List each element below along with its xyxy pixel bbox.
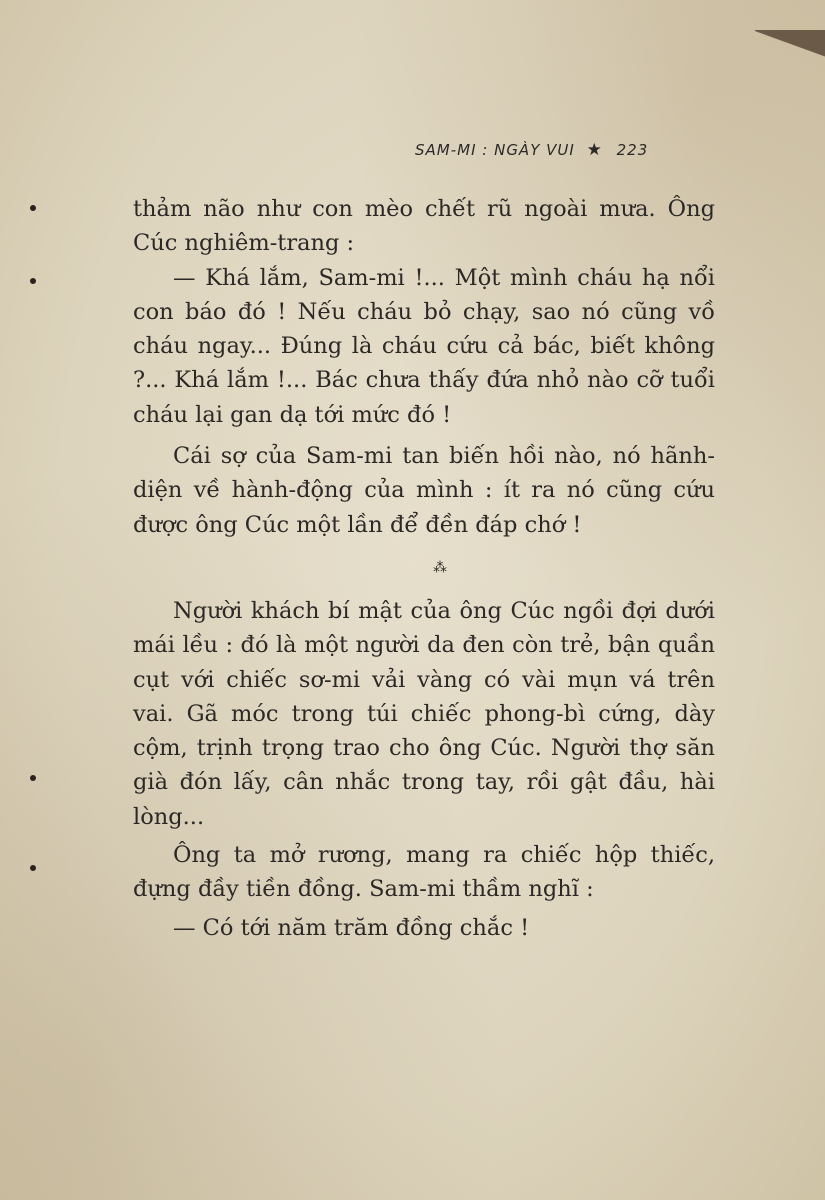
paragraph: Ông ta mở rương, mang ra chiếc hộp thiếc, đựng đầy tiền đồng. Sam-mi thầm nghĩ : — [133, 842, 715, 903]
running-header — [415, 140, 715, 160]
paragraph: Cái sợ của Sam-mi tan biến hồi nào, nó hãnh-diện về hành-động của mình : ít ra nó cũng cứu được ông Cúc một lần để đền đáp chớ ! — [133, 443, 715, 538]
binding-hole — [30, 775, 36, 781]
paragraph: — Có tới năm trăm đồng chắc ! — [173, 914, 530, 941]
paragraph: Người khách bí mật của ông Cúc ngồi đợi dưới mái lều : đó là một người da đen còn trẻ, bận quần cụt với chiếc sơ-mi vải vàng có vài mụn vá trên vai. Gã móc trong túi chiếc phong-bì cứng, dày cộm, trịnh trọng trao cho ông Cúc. Người thợ săn già đón lấy, cân nhắc trong tay, rồi gật đầu, hài lòng... — [133, 597, 715, 830]
body-text — [133, 192, 715, 945]
paragraph: — Khá lắm, Sam-mi !... Một mình cháu hạ nổi con báo đó ! Nếu cháu bỏ chạy, sao nó cũng vồ cháu ngay... Đúng là cháu cứu cả bác, biết không ?... Khá lắm !... Bác chưa thấy đứa nhỏ nào cỡ tuổi cháu lại gan dạ tới mức đó ! — [133, 264, 715, 428]
binding-hole — [30, 278, 36, 284]
binding-hole — [30, 205, 36, 211]
star-icon: ★ — [586, 140, 603, 160]
section-separator: ⁂ — [433, 559, 445, 576]
page-number: 223 — [616, 141, 649, 159]
binding-hole — [30, 865, 36, 871]
paragraph: thảm não như con mèo chết rũ ngoài mưa. Ông Cúc nghiêm-trang : — [133, 196, 715, 257]
running-title: SAM-MI : NGÀY VUI — [415, 141, 575, 159]
